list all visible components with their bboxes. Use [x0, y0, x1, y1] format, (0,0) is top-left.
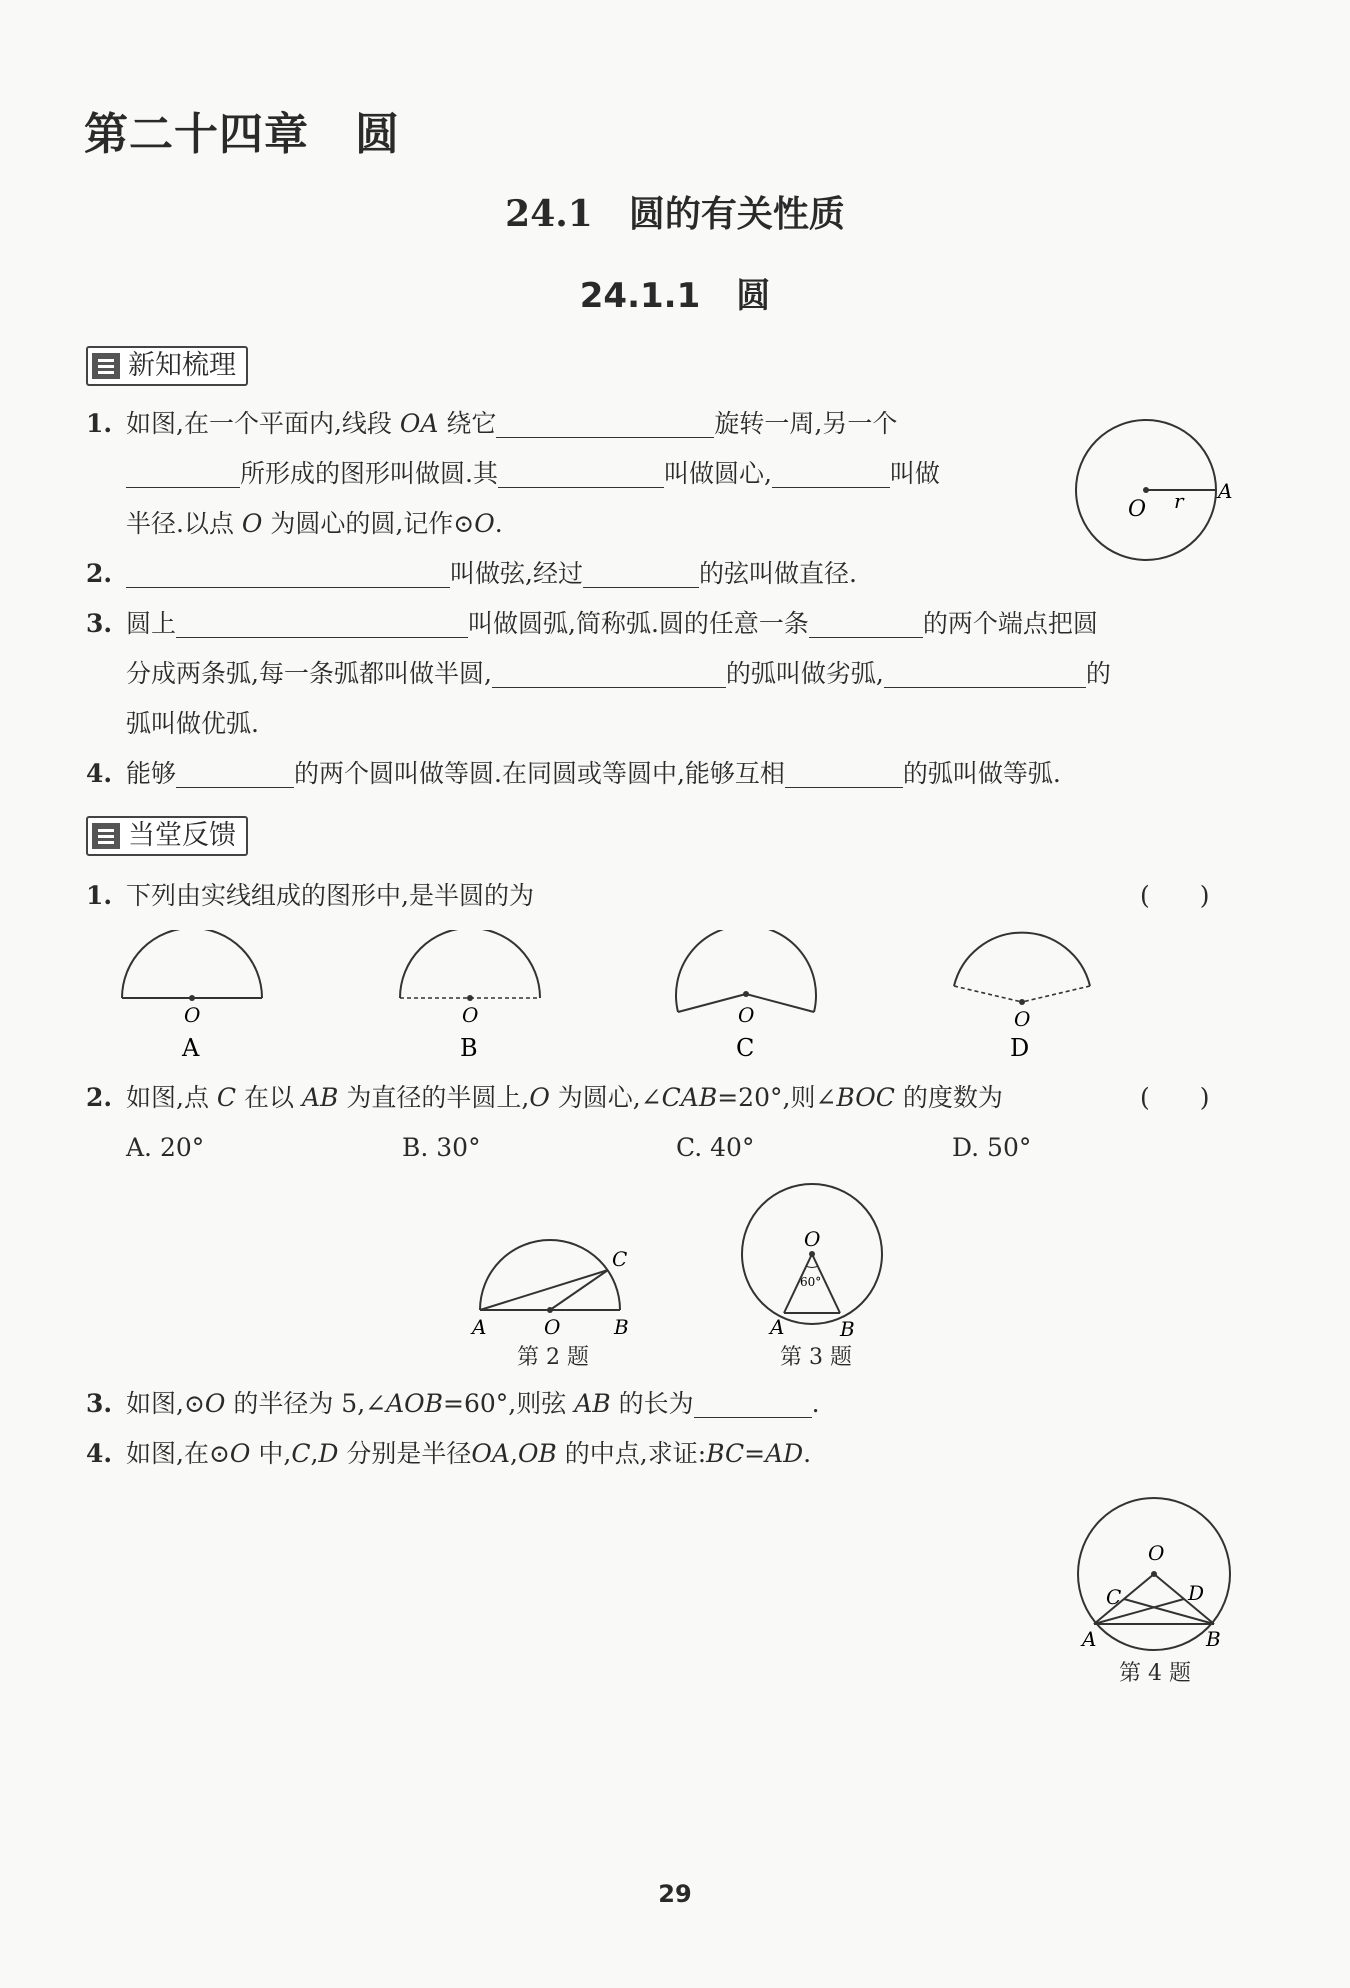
- svg-text:A: A: [182, 1034, 200, 1062]
- feedback-q2: 2. 如图,点 C 在以 AB 为直径的半圆上,O 为圆心,∠CAB=20°,则∠BOC 的度数为: [86, 1083, 1003, 1112]
- svg-text:B: B: [614, 1315, 629, 1339]
- svg-text:O: O: [738, 1003, 755, 1027]
- answer-blank[interactable]: [176, 759, 294, 788]
- svg-text:O: O: [1148, 1541, 1165, 1565]
- answer-blank[interactable]: [176, 609, 468, 638]
- option-d-figure[interactable]: [954, 933, 1090, 1062]
- knowledge-q4: 4. 能够 的两个圆叫做等圆.在同圆或等圆中,能够互相 的弧叫做等弧.: [86, 759, 1061, 788]
- knowledge-q1-line3: 半径.以点 O 为圆心的圆,记作⊙O.: [126, 509, 503, 538]
- feedback-tag-label: 当堂反馈: [128, 820, 236, 851]
- option-c-figure[interactable]: [676, 930, 816, 1062]
- answer-blank[interactable]: [884, 659, 1086, 688]
- figure-q4-caption: 第 4 题: [1119, 1661, 1191, 1686]
- knowledge-tag-label: 新知梳理: [128, 350, 236, 381]
- fig1-center-label: O: [1128, 497, 1147, 522]
- figure-q4: [1070, 1486, 1240, 1666]
- answer-blank[interactable]: [772, 459, 890, 488]
- answer-blank[interactable]: [694, 1389, 812, 1418]
- svg-text:D: D: [1010, 1034, 1030, 1062]
- feedback-q2-answer-paren[interactable]: ( ): [1140, 1083, 1210, 1112]
- q2-option-c[interactable]: C. 40°: [676, 1133, 755, 1162]
- svg-text:C: C: [1106, 1585, 1122, 1609]
- knowledge-q3-line1: 3. 圆上 叫做圆弧,简称弧.圆的任意一条 的两个端点把圆: [86, 609, 1098, 638]
- chapter-title: [84, 98, 400, 162]
- svg-text:A: A: [1082, 1627, 1097, 1651]
- subsection-number: 24.1.1: [579, 276, 701, 316]
- svg-text:O: O: [1014, 1007, 1031, 1031]
- section-number: 24.1: [505, 193, 593, 235]
- figure-q2: [468, 1226, 638, 1356]
- section-title: [0, 186, 1350, 237]
- answer-blank[interactable]: [785, 759, 903, 788]
- svg-text:B: B: [460, 1034, 478, 1062]
- answer-blank[interactable]: [496, 409, 714, 438]
- fig1-radius-label: r: [1174, 489, 1184, 513]
- svg-text:O: O: [544, 1315, 561, 1339]
- feedback-q3: 3. 如图,⊙O 的半径为 5,∠AOB=60°,则弦 AB 的长为 .: [86, 1389, 820, 1418]
- q1-option-figures: [110, 930, 1210, 1070]
- svg-text:A: A: [472, 1315, 487, 1339]
- q2-option-a[interactable]: A. 20°: [126, 1133, 205, 1162]
- option-a-figure[interactable]: [122, 930, 262, 1062]
- feedback-q1-answer-paren[interactable]: ( ): [1140, 881, 1210, 910]
- knowledge-q3-line2: 分成两条弧,每一条弧都叫做半圆, 的弧叫做劣弧, 的: [126, 659, 1111, 688]
- svg-text:A: A: [770, 1315, 785, 1339]
- svg-text:O: O: [184, 1003, 201, 1027]
- subsection-title: [0, 268, 1350, 317]
- feedback-q4: 4. 如图,在⊙O 中,C,D 分别是半径OA,OB 的中点,求证:BC=AD.: [86, 1439, 812, 1468]
- figure-q2-caption: 第 2 题: [517, 1345, 589, 1370]
- svg-text:D: D: [1188, 1581, 1205, 1605]
- answer-blank[interactable]: [498, 459, 664, 488]
- svg-text:C: C: [736, 1034, 755, 1062]
- fig1-point-label: A: [1218, 479, 1233, 503]
- section-name: 圆的有关性质: [628, 193, 845, 235]
- svg-text:C: C: [612, 1247, 628, 1271]
- svg-text:O: O: [804, 1227, 821, 1251]
- answer-blank[interactable]: [583, 559, 699, 588]
- q2-option-b[interactable]: B. 30°: [402, 1133, 481, 1162]
- answer-blank[interactable]: [126, 559, 450, 588]
- figure-circle-radius: [1070, 416, 1240, 566]
- knowledge-q1-line1: 1. 如图,在一个平面内,线段 OA 绕它 旋转一周,另一个: [86, 409, 898, 438]
- knowledge-tag: [86, 346, 248, 386]
- option-b-figure[interactable]: [400, 930, 540, 1062]
- answer-blank[interactable]: [126, 459, 240, 488]
- figure-q3-caption: 第 3 题: [780, 1345, 852, 1370]
- svg-text:B: B: [1206, 1627, 1221, 1651]
- pencil-icon: [92, 823, 120, 849]
- figure-q3: [736, 1176, 896, 1356]
- svg-text:O: O: [462, 1003, 479, 1027]
- feedback-tag: [86, 816, 248, 856]
- svg-text:60°: 60°: [800, 1275, 822, 1289]
- feedback-q1: 1. 下列由实线组成的图形中,是半圆的为: [86, 881, 534, 910]
- chapter-name: 圆: [355, 109, 400, 160]
- answer-blank[interactable]: [492, 659, 726, 688]
- book-icon: [92, 353, 120, 379]
- subsection-name: 圆: [736, 276, 771, 316]
- answer-blank[interactable]: [809, 609, 923, 638]
- page-number: 29: [658, 1880, 692, 1908]
- svg-text:B: B: [840, 1317, 855, 1341]
- knowledge-q3-line3: 弧叫做优弧.: [126, 709, 259, 738]
- chapter-number: 第二十四章: [84, 109, 309, 160]
- q2-option-d[interactable]: D. 50°: [952, 1133, 1032, 1162]
- knowledge-q1-line2: 所形成的图形叫做圆.其 叫做圆心, 叫做: [126, 454, 940, 494]
- knowledge-q2: 2. 叫做弦,经过 的弦叫做直径.: [86, 559, 857, 588]
